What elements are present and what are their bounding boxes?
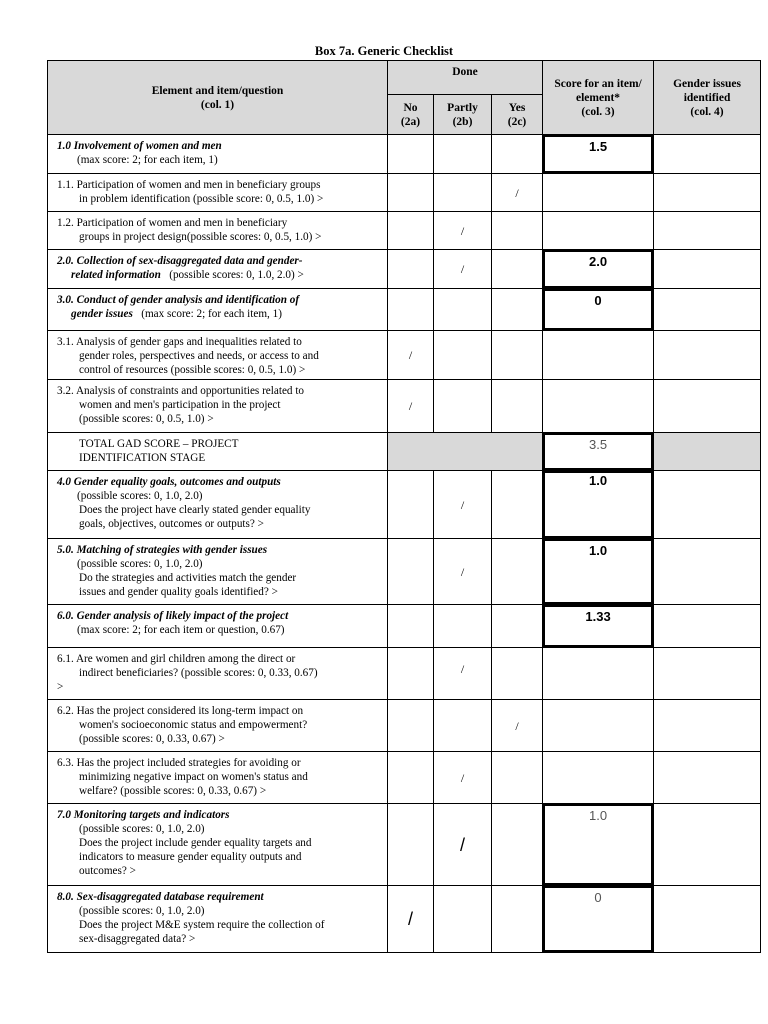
cell-issues xyxy=(654,886,761,953)
row-text: Does the project M&E system require the collection of xyxy=(79,919,325,931)
cell-score xyxy=(543,804,654,886)
cell-partly xyxy=(434,605,492,648)
row-element xyxy=(48,331,388,380)
row-text: women and men's participation in the project xyxy=(79,399,281,411)
header-yes xyxy=(492,95,543,135)
row-text: (possible scores: 0, 0.33, 0.67) > xyxy=(79,733,225,745)
score-box xyxy=(543,135,653,173)
table-row xyxy=(48,135,761,174)
cell-issues xyxy=(654,605,761,648)
cell-issues xyxy=(654,380,761,433)
cell-issues xyxy=(654,471,761,539)
cell-score xyxy=(543,135,654,174)
row-text: 6.2. Has the project considered its long-term impact on xyxy=(57,705,304,717)
cell-yes xyxy=(492,331,543,380)
cell-yes xyxy=(492,135,543,174)
cell-yes xyxy=(492,289,543,331)
cell-issues xyxy=(654,539,761,605)
cell-yes xyxy=(492,380,543,433)
row-element xyxy=(48,471,388,539)
row-heading: 1.0 Involvement of women and men xyxy=(57,140,222,152)
row-text: (possible scores: 0, 1.0, 2.0) xyxy=(77,558,203,570)
table-row xyxy=(48,752,761,804)
cell-score xyxy=(543,331,654,380)
cell-score xyxy=(543,250,654,289)
score-box xyxy=(543,289,653,330)
cell-yes xyxy=(492,212,543,250)
row-heading: 2.0. Collection of sex-disaggregated data and gender- xyxy=(57,255,303,267)
row-element xyxy=(48,539,388,605)
cell-no xyxy=(388,250,434,289)
row-text: (max score: 2; for each item or question, 0.67) xyxy=(77,624,285,636)
cell-no xyxy=(388,174,434,212)
row-element xyxy=(48,648,388,700)
row-text: sex-disaggregated data? > xyxy=(79,933,196,945)
row-text: 6.1. Are women and girl children among the direct or xyxy=(57,653,296,665)
header-partly xyxy=(434,95,492,135)
row-text: welfare? (possible scores: 0, 0.33, 0.67) > xyxy=(79,785,267,797)
cell-no xyxy=(388,471,434,539)
cell-no: / xyxy=(388,380,434,433)
cell-no xyxy=(388,539,434,605)
header-element-col: (col. 1) xyxy=(200,98,235,111)
table-row xyxy=(48,886,761,953)
cell-partly xyxy=(434,886,492,953)
cell-no: / xyxy=(388,886,434,953)
cell-issues xyxy=(654,174,761,212)
total-label: TOTAL GAD SCORE – PROJECT xyxy=(79,438,239,450)
cell-partly xyxy=(434,135,492,174)
score-value: 1.0 xyxy=(588,473,608,488)
cell-score xyxy=(543,700,654,752)
row-text: 3.1. Analysis of gender gaps and inequalities related to xyxy=(57,336,302,348)
row-text: > xyxy=(57,681,64,693)
row-text: control of resources (possible scores: 0, 0.5, 1.0) > xyxy=(79,364,306,376)
header-issues xyxy=(654,61,761,135)
row-text: Does the project have clearly stated gender equality xyxy=(79,504,311,516)
table-row xyxy=(48,648,761,700)
row-text: (possible scores: 0, 1.0, 2.0) xyxy=(79,905,205,917)
cell-no xyxy=(388,212,434,250)
header-yes-col: (2c) xyxy=(507,115,527,128)
table-row xyxy=(48,380,761,433)
cell-no xyxy=(388,804,434,886)
header-issues-col: (col. 4) xyxy=(690,105,724,118)
checklist-table xyxy=(47,60,761,953)
score-value: 1.5 xyxy=(588,139,608,154)
cell-score xyxy=(543,380,654,433)
cell-partly xyxy=(434,289,492,331)
row-text: in problem identification (possible score: 0, 0.5, 1.0) > xyxy=(79,193,324,205)
row-text: (possible scores: 0, 1.0, 2.0) xyxy=(79,823,205,835)
cell-issues xyxy=(654,433,761,471)
row-heading: 5.0. Matching of strategies with gender issues xyxy=(57,544,268,556)
cell-no xyxy=(388,289,434,331)
cell-partly: / xyxy=(434,752,492,804)
score-box xyxy=(543,886,653,952)
cell-yes xyxy=(492,648,543,700)
score-value: 1.0 xyxy=(588,543,608,558)
cell-issues xyxy=(654,752,761,804)
row-text: goals, objectives, outcomes or outputs? > xyxy=(79,518,264,530)
score-value: 1.33 xyxy=(585,609,611,624)
row-element xyxy=(48,605,388,648)
row-heading: 7.0 Monitoring targets and indicators xyxy=(57,809,230,821)
cell-score xyxy=(543,539,654,605)
row-element xyxy=(48,752,388,804)
cell-issues xyxy=(654,289,761,331)
cell-score xyxy=(543,174,654,212)
row-text: women's socioeconomic status and empowerment? xyxy=(79,719,308,731)
row-heading: 4.0 Gender equality goals, outcomes and outputs xyxy=(57,476,281,488)
row-element xyxy=(48,289,388,331)
header-no-label: No xyxy=(403,101,418,114)
table-row xyxy=(48,804,761,886)
table-row xyxy=(48,605,761,648)
row-text: (possible scores: 0, 1.0, 2.0) xyxy=(77,490,203,502)
row-text: indirect beneficiaries? (possible scores: 0, 0.33, 0.67) xyxy=(79,667,318,679)
cell-no xyxy=(388,752,434,804)
row-text: 1.1. Participation of women and men in beneficiary groups xyxy=(57,179,321,191)
cell-yes xyxy=(492,886,543,953)
cell-no xyxy=(388,135,434,174)
row-heading: 6.0. Gender analysis of likely impact of the project xyxy=(57,610,289,622)
cell-score xyxy=(543,605,654,648)
page-title: Box 7a. Generic Checklist xyxy=(314,44,454,58)
row-text: (possible scores: 0, 0.5, 1.0) > xyxy=(79,413,214,425)
row-heading: 3.0. Conduct of gender analysis and identification of xyxy=(57,294,300,306)
score-value: 3.5 xyxy=(588,437,608,452)
header-element xyxy=(48,61,388,135)
score-value: 0 xyxy=(594,293,602,308)
cell-yes: / xyxy=(492,700,543,752)
score-box xyxy=(543,539,653,604)
score-box xyxy=(543,804,653,885)
cell-score xyxy=(543,212,654,250)
cell-yes xyxy=(492,752,543,804)
score-box xyxy=(543,471,653,538)
table-row xyxy=(48,700,761,752)
cell-score xyxy=(543,886,654,953)
row-text: 6.3. Has the project included strategies for avoiding or xyxy=(57,757,301,769)
table-row-total xyxy=(48,433,761,471)
total-done-cell xyxy=(388,433,543,471)
score-box xyxy=(543,605,653,647)
cell-yes xyxy=(492,605,543,648)
cell-partly: / xyxy=(434,250,492,289)
header-score-label: Score for an item/ element* xyxy=(554,77,642,104)
row-element xyxy=(48,174,388,212)
cell-partly: / xyxy=(434,804,492,886)
table-row xyxy=(48,250,761,289)
cell-yes xyxy=(492,539,543,605)
row-text: Do the strategies and activities match the gender xyxy=(79,572,297,584)
cell-score xyxy=(543,752,654,804)
row-text: (possible scores: 0, 1.0, 2.0) > xyxy=(169,269,304,281)
row-text: outcomes? > xyxy=(79,865,136,877)
cell-issues xyxy=(654,331,761,380)
row-text: groups in project design(possible scores: 0, 0.5, 1.0) > xyxy=(79,231,322,243)
header-score xyxy=(543,61,654,135)
cell-no xyxy=(388,700,434,752)
header-score-col: (col. 3) xyxy=(581,105,615,118)
score-value: 1.0 xyxy=(588,808,608,823)
row-element xyxy=(48,804,388,886)
score-box xyxy=(543,433,653,470)
table-row xyxy=(48,539,761,605)
score-value: 0 xyxy=(594,890,602,905)
cell-issues xyxy=(654,135,761,174)
cell-partly xyxy=(434,331,492,380)
row-element xyxy=(48,433,388,471)
row-text: Does the project include gender equality targets and xyxy=(79,837,312,849)
row-heading: gender issues xyxy=(71,308,133,320)
row-element xyxy=(48,212,388,250)
cell-issues xyxy=(654,648,761,700)
cell-score xyxy=(543,648,654,700)
row-heading: 8.0. Sex-disaggregated database requirement xyxy=(57,891,264,903)
row-element xyxy=(48,135,388,174)
cell-yes xyxy=(492,804,543,886)
cell-partly: / xyxy=(434,648,492,700)
cell-score xyxy=(543,289,654,331)
cell-score xyxy=(543,471,654,539)
cell-partly: / xyxy=(434,471,492,539)
cell-no xyxy=(388,648,434,700)
cell-partly: / xyxy=(434,212,492,250)
header-element-label: Element and item/question xyxy=(151,84,284,97)
header-partly-label: Partly xyxy=(447,101,478,114)
row-element xyxy=(48,700,388,752)
cell-score xyxy=(543,433,654,471)
score-box xyxy=(543,250,653,288)
row-text: gender roles, perspectives and needs, or access to and xyxy=(79,350,319,362)
cell-yes xyxy=(492,471,543,539)
cell-no xyxy=(388,605,434,648)
cell-issues xyxy=(654,804,761,886)
header-partly-col: (2b) xyxy=(452,115,473,128)
row-text: (max score: 2; for each item, 1) xyxy=(77,154,218,166)
header-yes-label: Yes xyxy=(508,101,526,114)
row-text: indicators to measure gender equality outputs and xyxy=(79,851,302,863)
table-row xyxy=(48,331,761,380)
row-element xyxy=(48,250,388,289)
header-issues-label: Gender issues identified xyxy=(673,77,741,104)
cell-partly xyxy=(434,174,492,212)
cell-partly xyxy=(434,380,492,433)
header-done: Done xyxy=(388,61,543,95)
cell-yes xyxy=(492,250,543,289)
header-no xyxy=(388,95,434,135)
cell-issues xyxy=(654,700,761,752)
row-text: 3.2. Analysis of constraints and opportunities related to xyxy=(57,385,305,397)
row-heading: related information xyxy=(71,269,161,281)
row-text: 1.2. Participation of women and men in beneficiary xyxy=(57,217,288,229)
header-no-col: (2a) xyxy=(400,115,421,128)
row-text: (max score: 2; for each item, 1) xyxy=(141,308,282,320)
table-row xyxy=(48,289,761,331)
cell-partly xyxy=(434,700,492,752)
total-label: IDENTIFICATION STAGE xyxy=(79,452,206,464)
cell-no: / xyxy=(388,331,434,380)
row-text: minimizing negative impact on women's status and xyxy=(79,771,308,783)
cell-issues xyxy=(654,250,761,289)
table-row xyxy=(48,174,761,212)
score-value: 2.0 xyxy=(588,254,608,269)
row-element xyxy=(48,886,388,953)
table-row xyxy=(48,212,761,250)
table-row xyxy=(48,471,761,539)
cell-yes: / xyxy=(492,174,543,212)
row-text: issues and gender quality goals identified? > xyxy=(79,586,278,598)
cell-issues xyxy=(654,212,761,250)
cell-partly: / xyxy=(434,539,492,605)
row-element xyxy=(48,380,388,433)
